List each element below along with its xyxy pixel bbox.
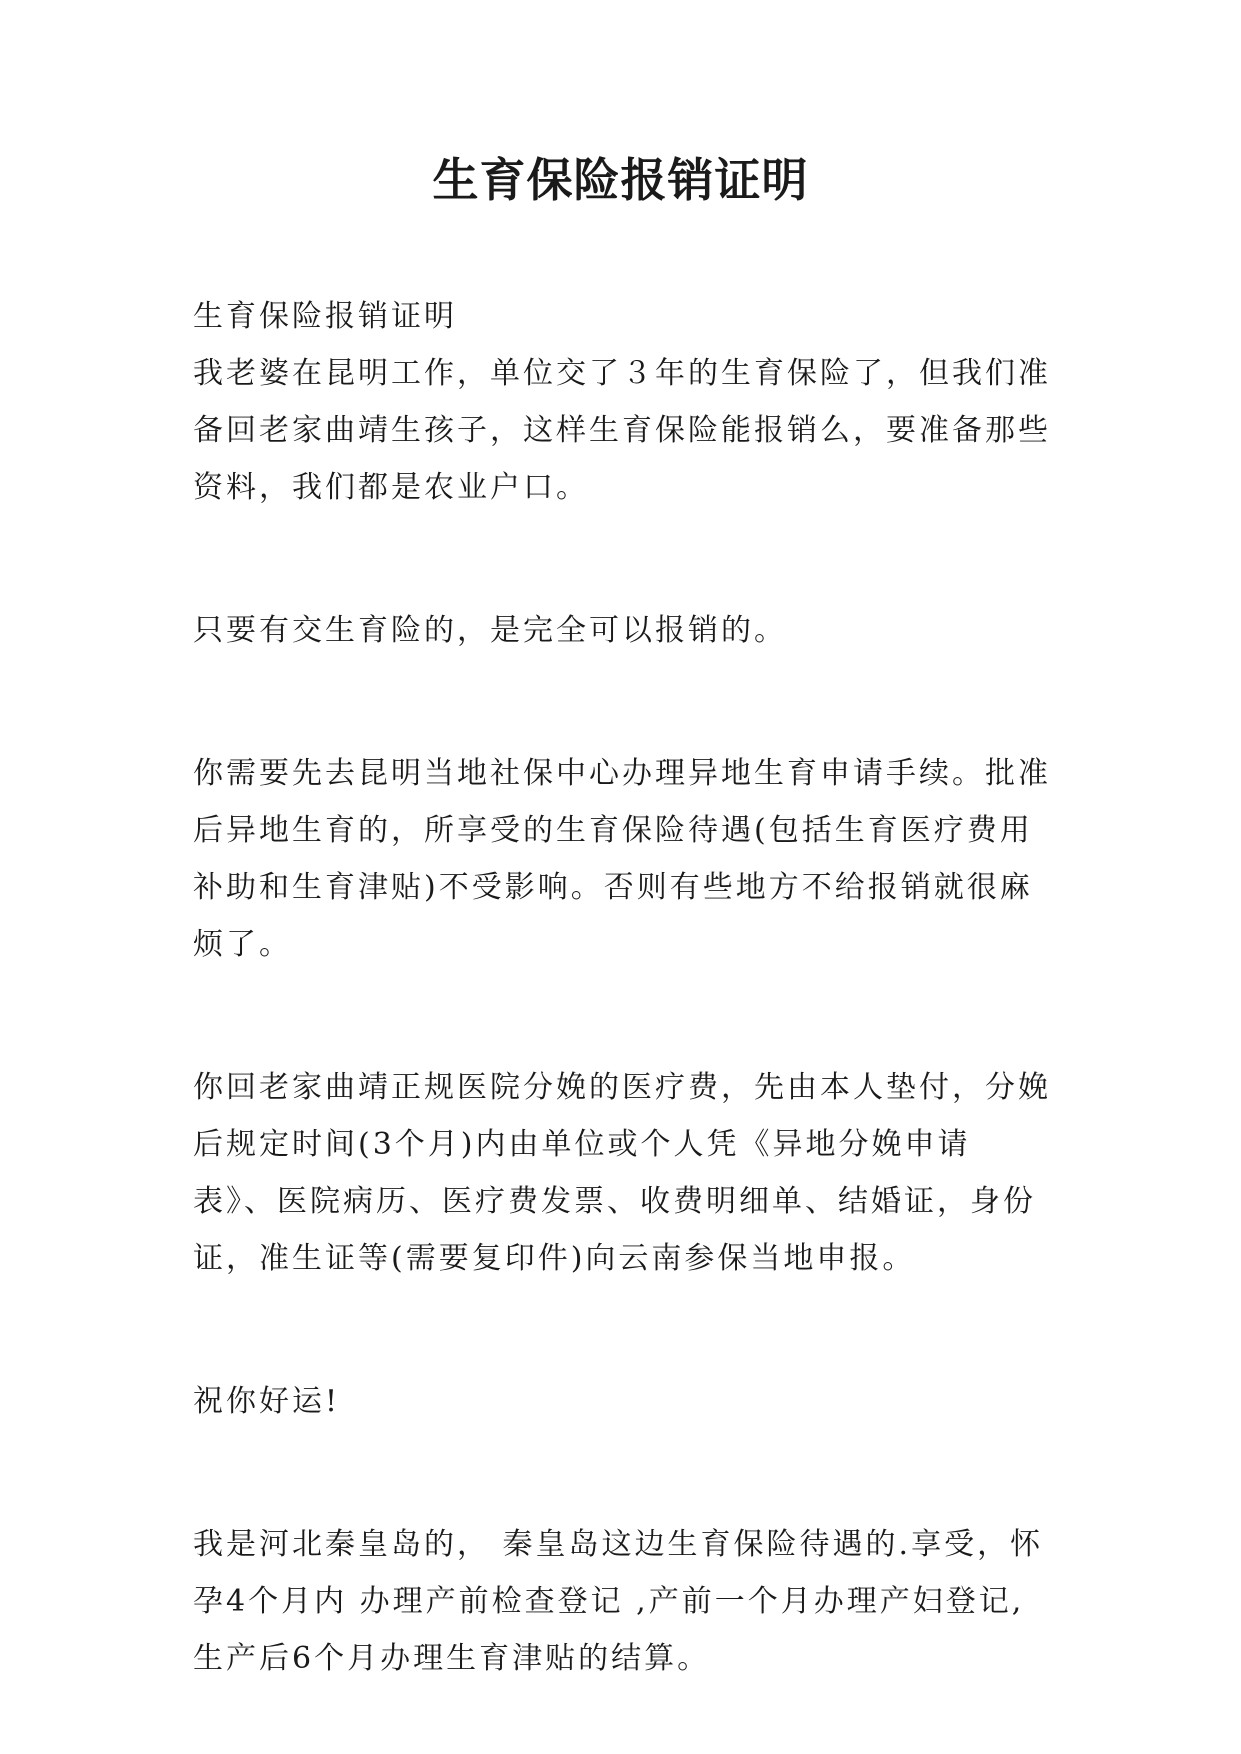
closing-paragraph: 祝你好运! (193, 1384, 341, 1419)
paragraph-spacer (193, 659, 1053, 745)
paragraph-spacer (193, 516, 1053, 602)
subtitle-paragraph: 生育保险报销证明 (193, 299, 457, 334)
question-paragraph: 我老婆在昆明工作，单位交了３年的生育保险了，但我们准备回老家曲靖生孩子，这样生育保险能报销么，要准备那些资料，我们都是农业户口。 (193, 356, 1051, 505)
answer-paragraph-2: 你需要先去昆明当地社保中心办理异地生育申请手续。批准后异地生育的，所享受的生育保险待遇(包括生育医疗费用补助和生育津贴)不受影响。否则有些地方不给报销就很麻烦了。 (193, 756, 1051, 962)
answer-paragraph-1: 只要有交生育险的，是完全可以报销的。 (193, 613, 787, 648)
paragraph-spacer (193, 973, 1053, 1059)
answer-paragraph-3: 你回老家曲靖正规医院分娩的医疗费，先由本人垫付，分娩后规定时间(3个月)内由单位或个人凭《异地分娩申请表》、医院病历、医疗费发票、收费明细单、结婚证，身份证，准生证等(需要复印件)向云南参保当地申报。 (193, 1070, 1051, 1276)
paragraph-spacer (193, 1430, 1053, 1516)
document-body (193, 288, 1053, 1687)
paragraph-spacer (193, 1287, 1053, 1373)
answer-paragraph-4: 我是河北秦皇岛的， 秦皇岛这边生育保险待遇的.享受，怀孕4个月内 办理产前检查登记 ,产前一个月办理产妇登记,生产后6个月办理生育津贴的结算。 (193, 1527, 1044, 1676)
document-title: 生育保险报销证明 (432, 153, 809, 207)
